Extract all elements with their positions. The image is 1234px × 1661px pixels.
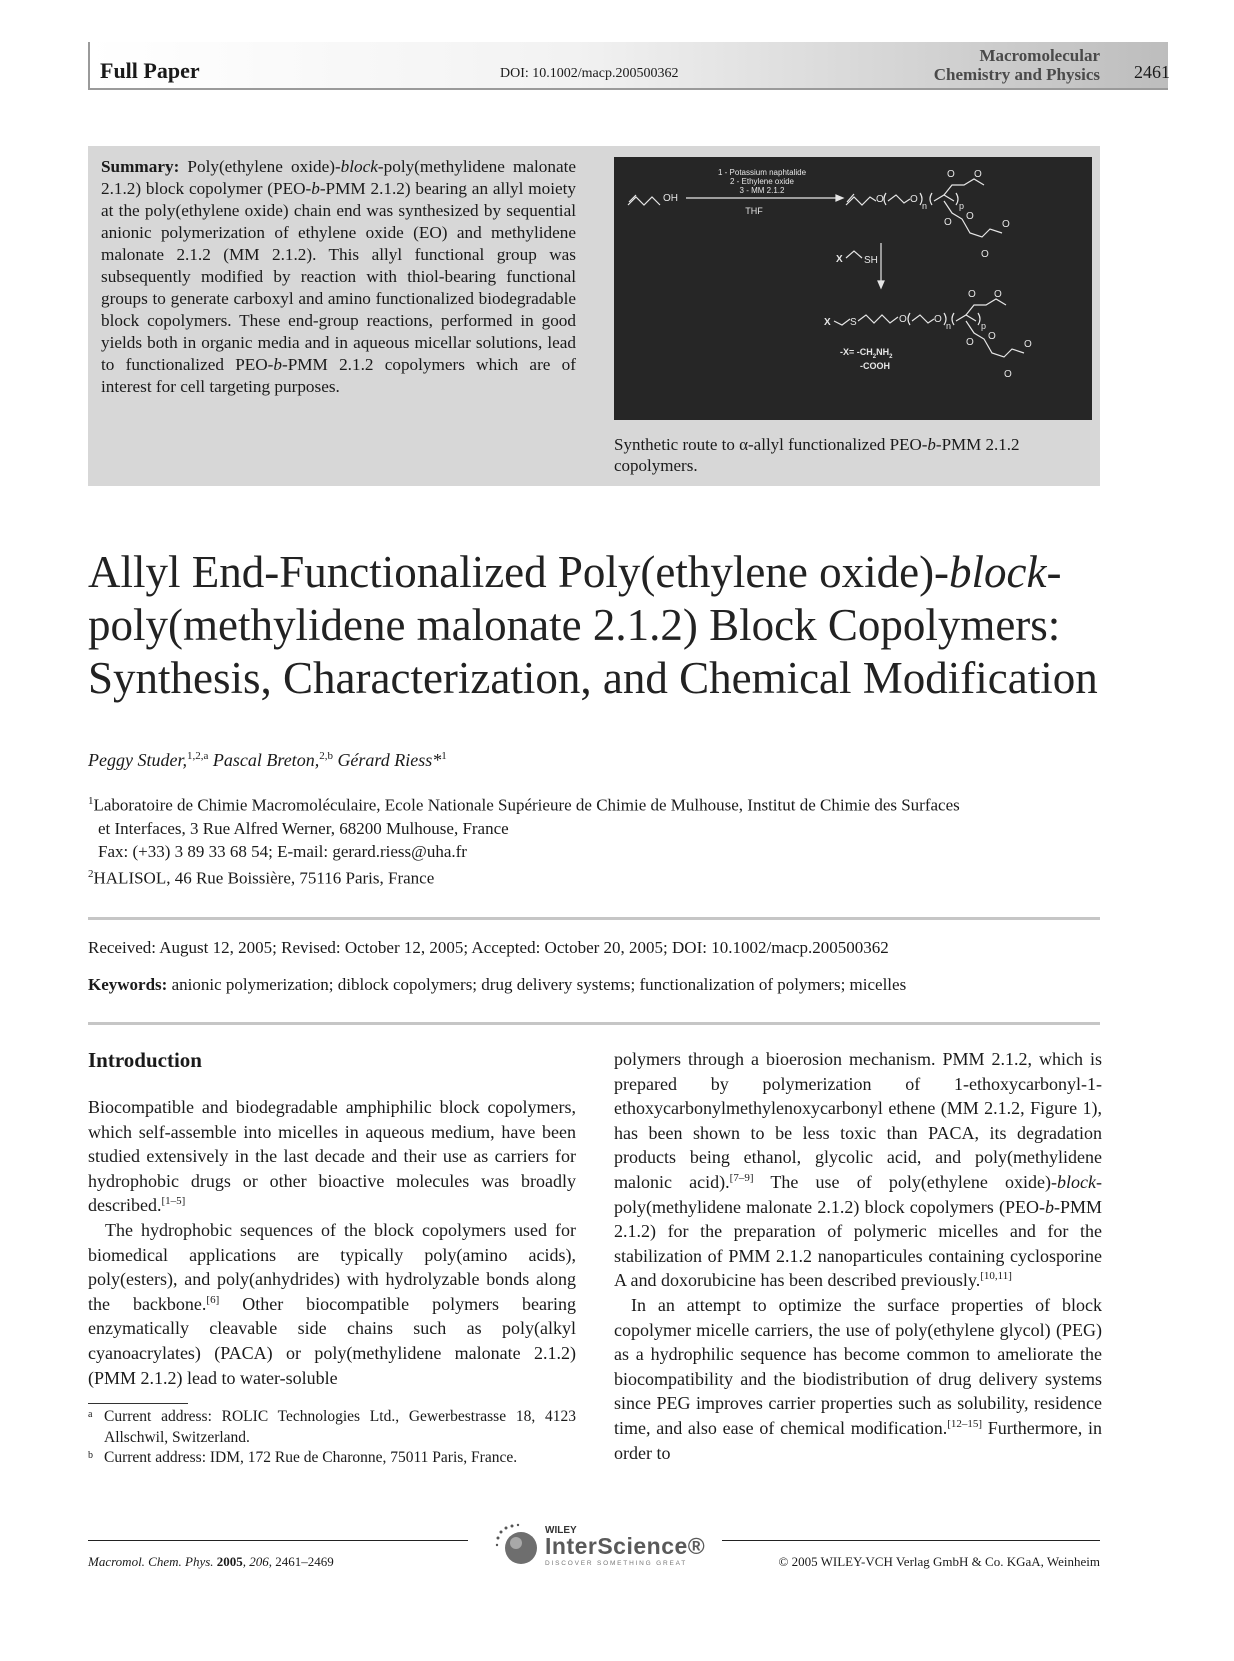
arrow-head — [878, 281, 884, 288]
paragraph-text: -poly(methylidene malonate 2.1.2) block copolymers (PEO- — [614, 1171, 1102, 1217]
paragraph-text: In an attempt to optimize the surface properties of block copolymer micelle carriers, the use of poly(ethylene glycol) (PEG) as a hydrophilic sequence has become common to ameliorate the biocompatibility and the biodistribution of drug delivery systems since PEG improves carrier properties such as solubility, residence time, and also ease of chemical modification. — [614, 1294, 1102, 1438]
oxygen-label: O — [966, 337, 974, 348]
paragraph-text: polymers through a bioerosion mechanism. PMM 2.1.2, which is prepared by polymerization of 1-ethoxycarbonyl-1-ethoxycarbonylmethylenoxycarbonyl ethene (MM 2.1.2, Figure 1), has been shown to be less toxic than PACA, its degradation products being ethanol, glycolic acid, and poly(methylidene malonic acid). — [614, 1049, 1102, 1192]
reagent-step2: 2 - Ethylene oxide — [729, 177, 795, 186]
affiliations — [88, 790, 1148, 889]
affiliation-1-address: et Interfaces, 3 Rue Alfred Werner, 68200 Mulhouse, France — [98, 818, 509, 838]
bracket-right — [978, 313, 980, 325]
bracket-left — [930, 193, 932, 205]
header-rule — [88, 88, 1168, 90]
synthesis-scheme-figure — [614, 157, 1092, 420]
keywords-label: Keywords: — [88, 975, 168, 994]
paragraph-text: The hydrophobic sequences of the block copolymers used for biomedical applications are typically poly(amino acids), poly(esters), and poly(anhydrides) with hydrolyzable bonds along the backbone. — [88, 1219, 576, 1314]
logo-tagline: DISCOVER SOMETHING GREAT — [545, 1560, 688, 1567]
body-column-left — [88, 1095, 576, 1390]
affiliation-1-contact[interactable]: Fax: (+33) 3 89 33 68 54; E-mail: gerard.riess@uha.fr — [98, 841, 467, 861]
footnote-mark: a — [88, 1409, 93, 1420]
oxygen-label: O — [981, 249, 989, 260]
arrow-head — [836, 195, 843, 201]
footer-copyright: © 2005 WILEY-VCH Verlag GmbH & Co. KGaA, Weinheim — [778, 1554, 1100, 1569]
globe-icon — [493, 1522, 543, 1572]
citation-ref[interactable]: [6] — [206, 1293, 220, 1306]
citation-journal: Macromol. Chem. Phys. — [88, 1554, 214, 1569]
footer-citation: Macromol. Chem. Phys. 2005, 206, 2461–2469 — [88, 1554, 334, 1569]
sh-label: SH — [864, 255, 878, 266]
oxygen-label: O — [974, 169, 982, 180]
oxygen-label: O — [876, 194, 884, 205]
citation-year: 2005 — [216, 1554, 243, 1569]
citation-ref[interactable]: [1–5] — [161, 1195, 186, 1208]
oxygen-label: O — [994, 289, 1002, 300]
paragraph — [88, 1218, 576, 1390]
synthesis-scheme-graphic — [614, 157, 1092, 420]
x-definition-line2: -COOH — [860, 361, 890, 371]
body-column-right — [614, 1047, 1102, 1465]
subscript-n: n — [946, 321, 952, 331]
footnote-a — [88, 1407, 576, 1448]
logo-wiley-text: WILEY — [545, 1525, 577, 1536]
product2-linker — [834, 319, 850, 325]
summary-label: Summary: — [101, 157, 180, 176]
author-list — [88, 750, 447, 771]
footnote-text: Current address: ROLIC Technologies Ltd., Gewerbestrasse 18, 4123 Allschwil, Switzerland. — [104, 1408, 576, 1446]
footnote-mark: b — [88, 1450, 93, 1461]
footnote-text: Current address: IDM, 172 Rue de Charonne, 75011 Paris, France. — [104, 1449, 518, 1466]
oxygen-label: O — [1024, 339, 1032, 350]
author-affiliation-mark: 1,2,a — [186, 750, 209, 762]
paragraph — [614, 1047, 1102, 1293]
author-affiliation-mark: 1 — [441, 750, 447, 762]
summary-italic: b — [311, 179, 320, 198]
affiliation-mark: 1 — [88, 795, 94, 807]
abstract-summary — [101, 156, 576, 398]
paragraph-text: Furthermore, in order to — [614, 1417, 1102, 1463]
footnote-rule — [88, 1403, 188, 1404]
paragraph — [88, 1095, 576, 1218]
footnotes — [88, 1407, 576, 1469]
author-name[interactable]: Pascal Breton, — [208, 750, 320, 770]
peo-chain — [912, 315, 934, 323]
thiol-chain — [846, 251, 862, 258]
subscript-p: p — [981, 321, 987, 331]
bracket-left — [884, 193, 886, 205]
product2-propyl — [858, 315, 898, 323]
citation-ref[interactable]: [7–9] — [729, 1171, 754, 1184]
header-left-border — [88, 42, 90, 88]
affiliation-text: Laboratoire de Chimie Macromoléculaire, Ecole Nationale Supérieure de Chimie de Mulhouse, Institut de Chimie des Surfaces — [93, 795, 960, 815]
caption-text: -PMM 2.1.2 copolymers. — [614, 435, 1020, 475]
product2-x-label: X — [824, 317, 831, 328]
paragraph-text: Other biocompatible polymers bearing enzymatically cleavable side chains such as poly(alkyl cyanoacrylates) (PACA) or poly(methylidene malonate 2.1.2) (PMM 2.1.2) lead to water-soluble — [88, 1293, 576, 1388]
summary-italic: b — [273, 355, 282, 374]
oxygen-label: O — [1004, 369, 1012, 380]
section-label: Full Paper — [100, 58, 200, 83]
pmm-backbone — [956, 315, 976, 321]
title-text: Allyl End-Functionalized Poly(ethylene oxide)- — [88, 547, 950, 597]
journal-name-line1: Macromolecular — [979, 46, 1100, 65]
reagent-step3: 3 - MM 2.1.2 — [739, 186, 785, 195]
reagent-x-label: X — [836, 254, 843, 265]
affiliation-1 — [88, 790, 1148, 817]
oxygen-label: O — [1002, 219, 1010, 230]
citation-ref[interactable]: [10,11] — [980, 1270, 1012, 1283]
ester-group — [944, 179, 984, 195]
caption-italic: b — [927, 435, 936, 454]
oh-label: OH — [663, 193, 678, 204]
title-italic: block — [949, 547, 1047, 597]
paragraph-text: The use of poly(ethylene oxide)- — [753, 1171, 1058, 1192]
affiliation-2 — [88, 863, 1148, 890]
page-number: 2461 — [1134, 62, 1170, 82]
oxygen-label: O — [966, 211, 974, 222]
title-text: -poly(methylidene malonate 2.1.2) Block Copolymers: Synthesis, Characterization, and Chemical Modification — [88, 547, 1098, 703]
oxygen-label: O — [988, 331, 996, 342]
footer-rule-right — [722, 1540, 1100, 1541]
solvent-label: THF — [745, 206, 763, 216]
sulfur-label: S — [850, 317, 857, 328]
author-name[interactable]: Peggy Studer, — [88, 750, 187, 770]
citation-pages: , 2461–2469 — [268, 1554, 334, 1569]
summary-text: -PMM 2.1.2) bearing an allyl moiety at the poly(ethylene oxide) chain end was synthesized by sequential anionic polymerization of ethylene oxide (EO) and methylidene malonate 2.1.2 (MM 2.1.2). This allyl functional group was subsequently modified by reaction with thiol-bearing functional groups to generate carboxyl and amino functionalized biodegradable block copolymers. These end-group reactions, performed in good yields both in organic media and in aqueous micellar solutions, lead to functionalized PEO- — [101, 179, 576, 374]
oxygen-label: O — [910, 194, 918, 205]
bracket-left — [952, 313, 954, 325]
bracket-left — [908, 313, 910, 325]
article-title — [88, 546, 1168, 705]
italic-text: block — [1057, 1171, 1096, 1192]
summary-italic: block — [340, 157, 378, 176]
paragraph — [614, 1293, 1102, 1465]
peo-chain — [888, 195, 910, 203]
oxygen-label: O — [944, 217, 952, 228]
logo-interscience-text: InterScience® — [545, 1533, 706, 1559]
summary-text: Poly(ethylene oxide)- — [179, 157, 341, 176]
oxygen-label: O — [899, 314, 907, 325]
affiliation-text: HALISOL, 46 Rue Boissière, 75116 Paris, France — [93, 868, 435, 888]
paragraph-text: -PMM 2.1.2) for the preparation of polymeric micelles and for the stabilization of PMM 2.1.2 nanoparticules containing cyclosporine A and doxorubicine has been described previously. — [614, 1196, 1102, 1291]
oxygen-label: O — [934, 314, 942, 325]
section-heading-introduction: Introduction — [88, 1048, 202, 1072]
scheme-caption — [614, 434, 1094, 476]
affiliation-mark: 2 — [88, 867, 94, 880]
keywords-text: anionic polymerization; diblock copolymers; drug delivery systems; functionalization of polymers; micelles — [167, 975, 907, 994]
header-doi[interactable]: DOI: 10.1002/macp.200500362 — [500, 66, 679, 81]
received-dates: Received: August 12, 2005; Revised: October 12, 2005; Accepted: October 20, 2005; DOI: 10.1002/macp.200500362 — [88, 938, 889, 957]
summary-text: -poly(methylidene malonate 2.1.2) block copolymer (PEO- — [101, 157, 576, 198]
ester-group — [966, 299, 1006, 315]
caption-text: Synthetic route to α-allyl functionalized PEO- — [614, 435, 928, 454]
bracket-right — [956, 193, 958, 205]
x-definition-line1: $-X= -CH_2NH_2$ — [840, 347, 893, 360]
journal-name-line2: Chemistry and Physics — [933, 65, 1100, 84]
divider — [88, 1022, 1100, 1025]
author-name[interactable]: Gérard Riess* — [332, 750, 442, 770]
summary-text: -PMM 2.1.2 copolymers which are of interest for cell targeting purposes. — [101, 355, 576, 396]
pmm-backbone — [934, 195, 954, 201]
italic-text: b — [1044, 1196, 1054, 1217]
keywords — [88, 975, 906, 995]
oxygen-label: O — [947, 169, 955, 180]
subscript-n: n — [922, 201, 928, 211]
reagent-step1: 1 - Potassium naphtalide — [717, 168, 807, 177]
citation-volume: 206 — [249, 1554, 269, 1569]
footer-rule-left — [88, 1540, 468, 1541]
footnote-b — [88, 1448, 576, 1469]
divider — [88, 917, 1100, 920]
citation-ref[interactable]: [12–15] — [947, 1417, 983, 1430]
paragraph-text: Biocompatible and biodegradable amphiphilic block copolymers, which self-assemble into micelles in aqueous medium, have been studied extensively in the last decade and their use as carriers for hydrophobic drugs or other bioactive molecules was broadly described. — [88, 1097, 576, 1216]
author-affiliation-mark: 2,b — [319, 750, 333, 762]
oxygen-label: O — [968, 289, 976, 300]
subscript-p: p — [959, 201, 965, 211]
journal-name — [880, 46, 1100, 84]
